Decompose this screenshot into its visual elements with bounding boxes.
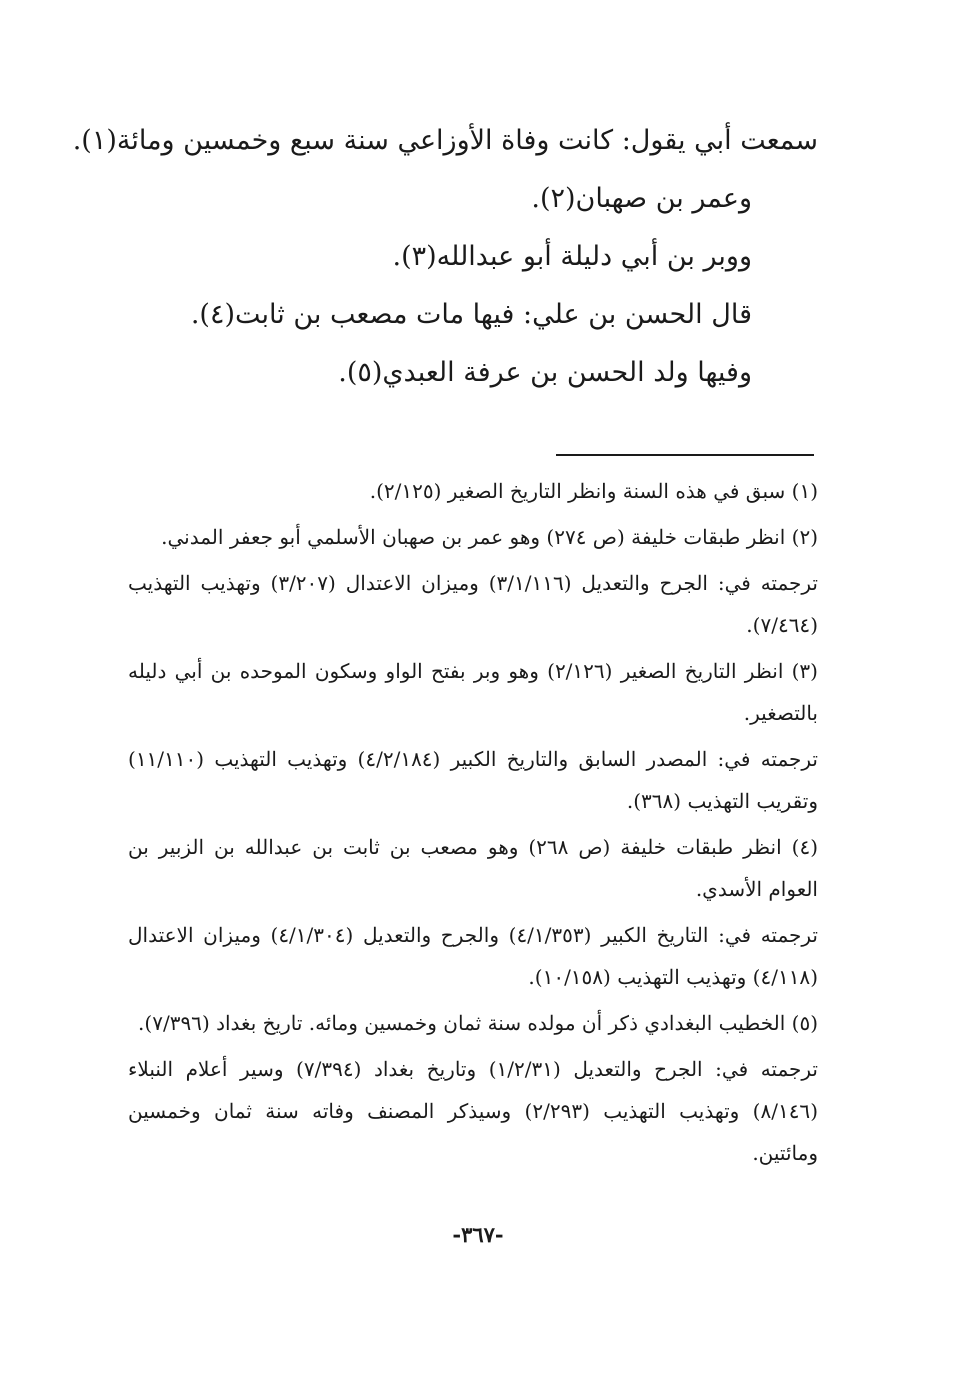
footnote-4-translation: ترجمته في: التاريخ الكبير (٤/١/٣٥٣) والجرح والتعديل (٤/١/٣٠٤) وميزان الاعتدال (٤/١١٨) وتهذيب التهذيب (١٠/١٥٨). xyxy=(128,923,818,989)
main-line-4: قال الحسن بن علي: فيها مات مصعب بن ثابت(٤). xyxy=(190,299,752,330)
footnote-2: (٢) انظر طبقات خليفة (ص ٢٧٤) وهو عمر بن صهبان الأسلمي أبو جعفر المدني. xyxy=(161,525,818,549)
footnotes-block xyxy=(128,470,818,1178)
footnote-3: (٣) انظر التاريخ الصغير (٢/١٢٦) وهو وبر بفتح الواو وسكون الموحده بن أبي دليله بالتصغير. xyxy=(128,659,818,725)
main-line-1: سمعت أبي يقول: كانت وفاة الأوزاعي سنة سبع وخمسين ومائة(١). xyxy=(72,125,818,156)
main-line-5: وفيها ولد الحسن بن عرفة العبدي(٥). xyxy=(338,357,752,388)
footnote-5: (٥) الخطيب البغدادي ذكر أن مولده سنة ثمان وخمسين ومائه. تاريخ بغداد (٧/٣٩٦). xyxy=(138,1011,818,1035)
footnote-5-translation: ترجمته في: الجرح والتعديل (١/٢/٣١) وتاريخ بغداد (٧/٣٩٤) وسير أعلام النبلاء (٨/١٤٦) وتهذيب التهذيب (٢/٢٩٣) وسيذكر المصنف وفاته سنة ثمان وخمسين ومائتين. xyxy=(128,1057,818,1165)
footnote-separator xyxy=(556,454,814,456)
footnote-4: (٤) انظر طبقات خليفة (ص ٢٦٨) وهو مصعب بن ثابت بن عبدالله بن الزبير بن العوام الأسدي. xyxy=(128,835,818,901)
main-line-3: ووبر بن أبي دليلة أبو عبدالله(٣). xyxy=(392,241,752,272)
footnote-3-translation: ترجمته في: المصدر السابق والتاريخ الكبير (٤/٢/١٨٤) وتهذيب التهذيب (١١/١١٠) وتقريب التهذيب (٣٦٨). xyxy=(128,747,818,813)
main-line-2: وعمر بن صهبان(٢). xyxy=(531,183,752,214)
footnote-2-translation: ترجمته في: الجرح والتعديل (٣/١/١١٦) وميزان الاعتدال (٣/٢٠٧) وتهذيب التهذيب (٧/٤٦٤). xyxy=(128,571,818,637)
footnote-1: (١) سبق في هذه السنة وانظر التاريخ الصغير (٢/١٢٥). xyxy=(369,479,818,503)
main-text-block xyxy=(72,112,818,402)
page-number: -٣٦٧- xyxy=(452,1222,504,1247)
